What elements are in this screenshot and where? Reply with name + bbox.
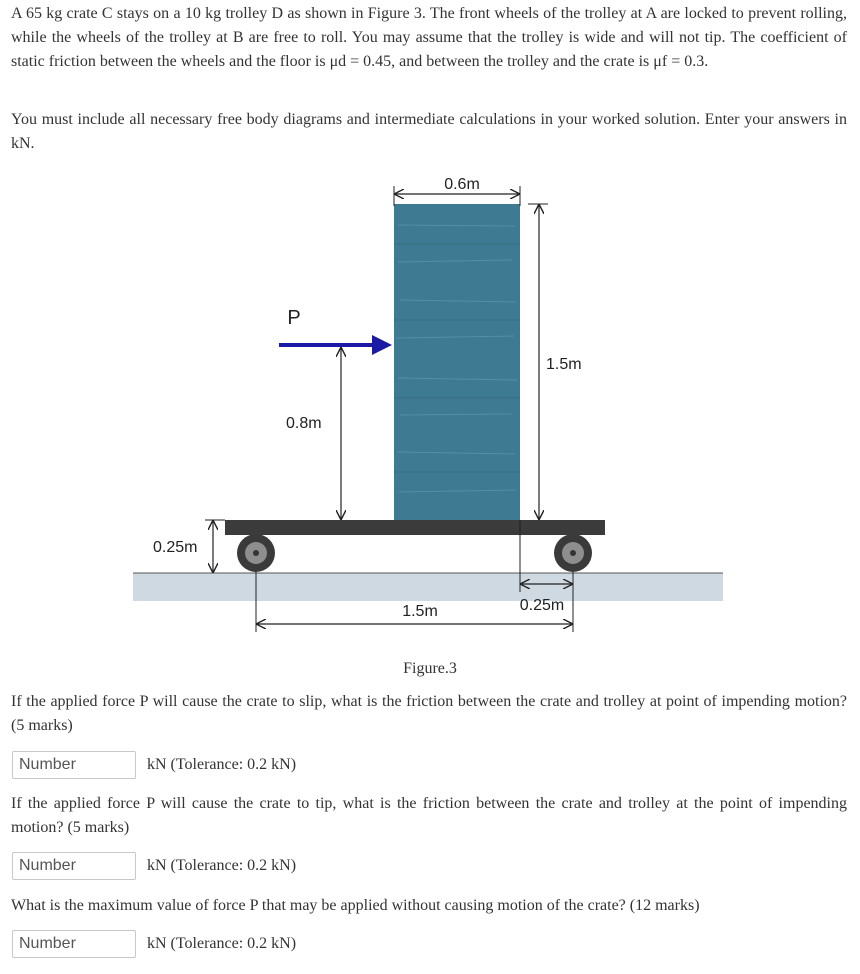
dim-deck-height xyxy=(205,520,225,573)
question-1-text: If the applied force P will cause the crate to slip, what is the friction between the crate and trolley at point of impending motion? (5 marks) xyxy=(11,693,847,734)
question-1-answer-row xyxy=(12,750,296,780)
instructions: You must include all necessary free body diagrams and intermediate calculations in your worked solution. Enter your answers in kN. xyxy=(11,111,847,152)
crate xyxy=(394,204,520,520)
question-2-answer-input[interactable] xyxy=(12,852,136,880)
question-1-answer-input[interactable] xyxy=(12,751,136,779)
trolley-deck xyxy=(225,520,605,535)
floor xyxy=(133,573,723,601)
question-1-unit: kN (Tolerance: 0.2 kN) xyxy=(147,756,297,773)
label-force: P xyxy=(287,307,301,329)
label-force-height: 0.8m xyxy=(286,415,322,432)
wheel-a xyxy=(237,534,275,572)
label-crate-width: 0.6m xyxy=(444,176,480,193)
label-crate-height: 1.5m xyxy=(546,356,582,373)
figure-caption: Figure.3 xyxy=(403,660,457,677)
label-overhang: 0.25m xyxy=(519,597,565,614)
problem-statement: A 65 kg crate C stays on a 10 kg trolley D as shown in Figure 3. The front wheels of the trolley at A are locked to prevent rolling, while the wheels of the trolley at B are free to roll. You may assume that the trolley is wide and will not tip. The coefficient of static friction between the wheels and the floor is μd = 0.45, and between the trolley and the crate is μf = 0.3. xyxy=(11,5,847,70)
question-2-answer-row xyxy=(12,851,296,881)
question-2-text: If the applied force P will cause the crate to tip, what is the friction between the crate and trolley at the point of impending motion? (5 marks) xyxy=(11,795,847,836)
label-wheelbase: 1.5m xyxy=(402,603,438,620)
figure-3-diagram xyxy=(0,160,860,660)
wheel-b xyxy=(554,534,592,572)
force-arrowhead xyxy=(372,335,392,355)
question-3-text: What is the maximum value of force P that may be applied without causing motion of the crate? (12 marks) xyxy=(11,897,700,914)
question-3-answer-row xyxy=(12,929,296,959)
label-deck-height: 0.25m xyxy=(153,539,198,556)
dim-crate-height xyxy=(528,204,548,520)
question-3-answer-input[interactable] xyxy=(12,930,136,958)
question-3-unit: kN (Tolerance: 0.2 kN) xyxy=(147,935,297,952)
question-2-unit: kN (Tolerance: 0.2 kN) xyxy=(147,857,297,874)
